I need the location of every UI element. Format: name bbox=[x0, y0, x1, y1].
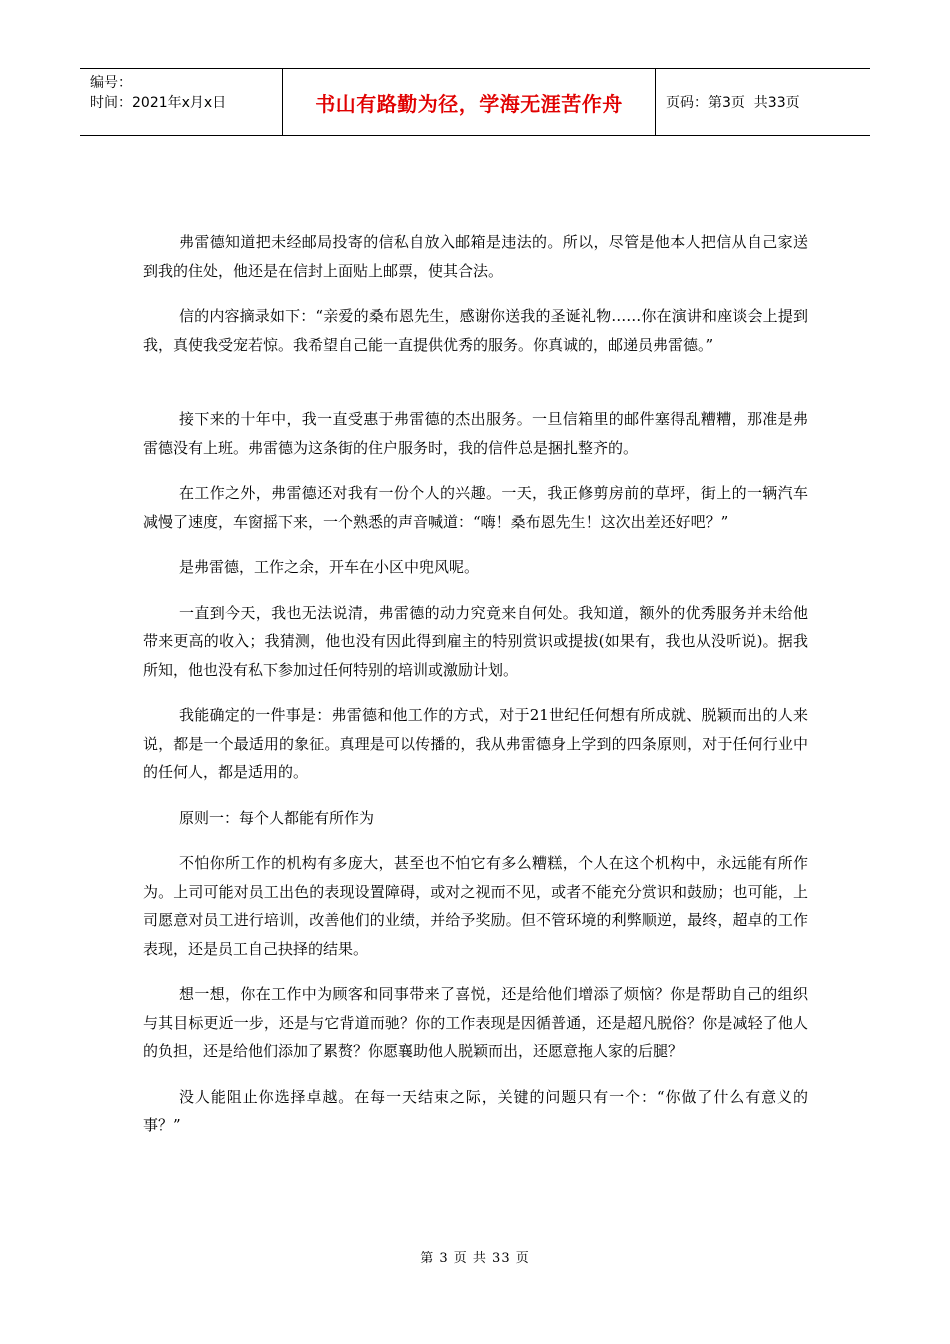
page-footer bbox=[0, 1247, 950, 1266]
paragraph: 没人能阻止你选择卓越。在每一天结束之际，关键的问题只有一个：“你做了什么有意义的事？” bbox=[143, 1087, 808, 1134]
paragraph: 不怕你所工作的机构有多庞大，甚至也不怕它有多么糟糕，个人在这个机构中，永远能有所作为。上司可能对员工出色的表现设置障碍，或对之视而不见，或者不能充分赏识和鼓励；也可能，上司愿意对员工进行培训，改善他们的业绩，并给予奖励。但不管环境的利弊顺逆，最终，超卓的工作表现，还是员工自己抉择的结果。 bbox=[143, 854, 808, 958]
document-date: 时间：2021年x月x日 bbox=[90, 95, 227, 111]
document-number-label: 编号： bbox=[90, 75, 132, 91]
document-body bbox=[143, 228, 808, 1157]
paragraph: 一直到今天，我也无法说清，弗雷德的动力究竟来自何处。我知道，额外的优秀服务并未给他带来更高的收入；我猜测，他也没有因此得到雇主的特别赏识或提拔(如果有，我也从没听说)。据我所知，他也没有私下参加过任何特别的培训或激励计划。 bbox=[143, 603, 808, 679]
document-header bbox=[80, 68, 870, 136]
header-page-info bbox=[656, 69, 870, 135]
footer-page-number: 第 3 页 共 33 页 bbox=[420, 1251, 530, 1266]
header-meta bbox=[80, 69, 283, 135]
section-heading: 原则一：每个人都能有所作为 bbox=[179, 808, 375, 827]
paragraph: 在工作之外，弗雷德还对我有一份个人的兴趣。一天，我正修剪房前的草坪，街上的一辆汽车减慢了速度，车窗摇下来，一个熟悉的声音喊道：“嗨！桑布恩先生！这次出差还好吧？” bbox=[143, 484, 808, 531]
paragraph: 是弗雷德，工作之余，开车在小区中兜风呢。 bbox=[179, 558, 480, 576]
motto-text: 书山有路勤为径，学海无涯苦作舟 bbox=[315, 91, 623, 116]
paragraph: 弗雷德知道把未经邮局投寄的信私自放入邮箱是违法的。所以，尽管是他本人把信从自己家送到我的住处，他还是在信封上面贴上邮票，使其合法。 bbox=[143, 233, 808, 280]
paragraph: 我能确定的一件事是：弗雷德和他工作的方式，对于21世纪任何想有所成就、脱颖而出的人来说，都是一个最适用的象征。真理是可以传播的，我从弗雷德身上学到的四条原则，对于任何行业中的任何人，都是适用的。 bbox=[143, 706, 808, 781]
paragraph: 接下来的十年中，我一直受惠于弗雷德的杰出服务。一旦信箱里的邮件塞得乱糟糟，那准是弗雷德没有上班。弗雷德为这条街的住户服务时，我的信件总是捆扎整齐的。 bbox=[143, 410, 808, 457]
header-motto bbox=[283, 69, 656, 135]
page-info-text: 页码：第3页 共33页 bbox=[666, 95, 800, 111]
paragraph: 想一想，你在工作中为顾客和同事带来了喜悦，还是给他们增添了烦恼？你是帮助自己的组织与其目标更近一步，还是与它背道而驰？你的工作表现是因循普通，还是超凡脱俗？你是减轻了他人的负担，还是给他们添加了累赘？你愿襄助他人脱颖而出，还愿意拖人家的后腿？ bbox=[143, 985, 808, 1060]
paragraph: 信的内容摘录如下：“亲爱的桑布恩先生，感谢你送我的圣诞礼物……你在演讲和座谈会上提到我，真使我受宠若惊。我希望自己能一直提供优秀的服务。你真诚的，邮递员弗雷德。” bbox=[143, 307, 808, 354]
